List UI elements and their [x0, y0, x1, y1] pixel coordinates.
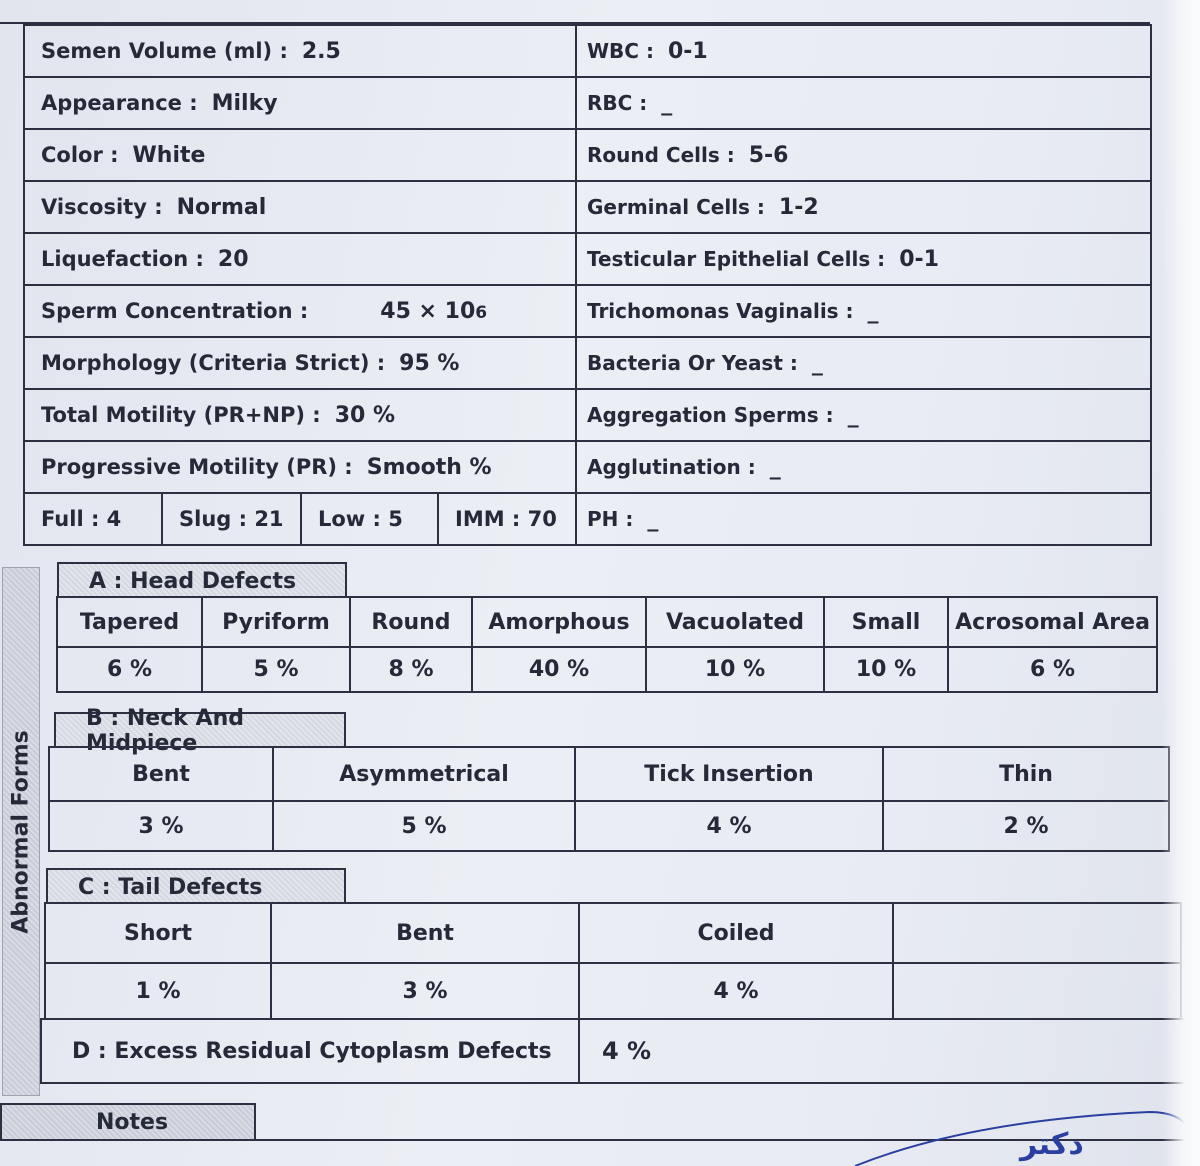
morphology-value: 95 % [399, 350, 460, 376]
viscosity-cell: Viscosity : Normal [25, 182, 577, 232]
progressive-motility-value: Smooth % [366, 454, 492, 480]
wbc-cell: WBC : 0-1 [587, 38, 708, 64]
agglutination-cell: Agglutination : _ [587, 454, 781, 480]
header-round: Round [350, 597, 472, 647]
header-tick-insertion: Tick Insertion [575, 747, 883, 801]
row-4 [25, 182, 1150, 234]
header-short: Short [45, 903, 271, 963]
neck-defects-title: B : Neck And Midpiece [54, 712, 346, 748]
header-asymmetrical: Asymmetrical [273, 747, 575, 801]
total-motility-cell: Total Motility (PR+NP) : 30 % [25, 390, 577, 440]
tail-header-row [45, 903, 1181, 963]
value-small: 10 % [824, 647, 948, 692]
value-pyriform: 5 % [202, 647, 350, 692]
trichomonas-cell: Trichomonas Vaginalis : _ [587, 298, 879, 324]
head-defects-title: A : Head Defects [57, 562, 347, 598]
tail-value-row [45, 963, 1181, 1019]
morphology-cell: Morphology (Criteria Strict) : 95 % [25, 338, 577, 388]
header-coiled: Coiled [579, 903, 893, 963]
header-tail-bent: Bent [271, 903, 579, 963]
head-header-row [57, 597, 1157, 647]
germinal-cells-cell: Germinal Cells : 1-2 [587, 194, 819, 220]
value-tick-insertion: 4 % [575, 801, 883, 851]
header-acrosomal-area: Acrosomal Area [948, 597, 1157, 647]
total-motility-value: 30 % [334, 402, 396, 428]
header-vacuolated: Vacuolated [646, 597, 824, 647]
row-3 [25, 130, 1150, 182]
neck-defects-table [48, 746, 1170, 852]
value-asymmetrical: 5 % [273, 801, 575, 851]
value-thin: 2 % [883, 801, 1169, 851]
value-short: 1 % [45, 963, 271, 1019]
motility-low: Low : 5 [302, 494, 439, 544]
ph-cell: PH : _ [587, 506, 659, 532]
header-pyriform: Pyriform [202, 597, 350, 647]
row-7 [25, 338, 1150, 390]
header-amorphous: Amorphous [472, 597, 646, 647]
germinal-cells-value: 1-2 [778, 194, 819, 220]
value-vacuolated: 10 % [646, 647, 824, 692]
header-empty [893, 903, 1181, 963]
row-1 [25, 26, 1150, 78]
bacteria-value: _ [811, 350, 823, 376]
value-amorphous: 40 % [472, 647, 646, 692]
testicular-epithelial-value: 0-1 [899, 246, 939, 272]
head-value-row [57, 647, 1157, 692]
excess-cytoplasm-label: D : Excess Residual Cytoplasm Defects [42, 1020, 580, 1082]
motility-imm: IMM : 70 [439, 494, 577, 544]
stamp-text: دکتر [1020, 1127, 1084, 1162]
motility-full: Full : 4 [25, 494, 163, 544]
head-defects-table [56, 596, 1158, 693]
agglutination-value: _ [769, 454, 781, 480]
header-small: Small [824, 597, 948, 647]
motility-slug: Slug : 21 [163, 494, 302, 544]
page-edge-highlight [1162, 0, 1200, 1166]
liquefaction-value: 20 [217, 246, 249, 272]
tail-defects-title: C : Tail Defects [46, 868, 346, 904]
appearance-cell: Appearance : Milky [25, 78, 577, 128]
value-coiled: 4 % [579, 963, 893, 1019]
color-cell: Color : White [25, 130, 577, 180]
value-tail-bent: 3 % [271, 963, 579, 1019]
abnormal-forms-label: Abnormal Forms [8, 729, 34, 934]
exponent: 6 [475, 302, 488, 323]
value-round: 8 % [350, 647, 472, 692]
neck-value-row [49, 801, 1169, 851]
ph-value: _ [647, 506, 659, 532]
neck-header-row [49, 747, 1169, 801]
value-bent: 3 % [49, 801, 273, 851]
value-empty [893, 963, 1181, 1019]
testicular-epithelial-cell: Testicular Epithelial Cells : 0-1 [587, 246, 939, 272]
sperm-concentration-cell: Sperm Concentration : 45 × 106 [25, 286, 577, 336]
liquefaction-cell: Liquefaction : 20 [25, 234, 577, 284]
value-tapered: 6 % [57, 647, 202, 692]
header-tapered: Tapered [57, 597, 202, 647]
row-6 [25, 286, 1150, 338]
row-2 [25, 78, 1150, 130]
round-cells-cell: Round Cells : 5-6 [587, 142, 789, 168]
header-bent: Bent [49, 747, 273, 801]
top-border [0, 0, 1150, 24]
round-cells-value: 5-6 [748, 142, 789, 168]
bacteria-cell: Bacteria Or Yeast : _ [587, 350, 823, 376]
rbc-cell: RBC : _ [587, 90, 673, 116]
header-thin: Thin [883, 747, 1169, 801]
wbc-value: 0-1 [667, 38, 708, 64]
rbc-value: _ [661, 90, 673, 116]
row-5 [25, 234, 1150, 286]
semen-volume-cell: Semen Volume (ml) : 2.5 [25, 26, 577, 76]
abnormal-forms-sidebar [2, 567, 40, 1096]
row-9 [25, 442, 1150, 494]
excess-cytoplasm-value: 4 % [602, 1037, 652, 1065]
appearance-value: Milky [211, 90, 278, 116]
progressive-motility-cell: Progressive Motility (PR) : Smooth % [25, 442, 577, 492]
motility-grade-row [25, 494, 1150, 546]
semen-analysis-table [23, 24, 1152, 546]
viscosity-value: Normal [176, 194, 267, 220]
aggregation-cell: Aggregation Sperms : _ [587, 402, 859, 428]
color-value: White [132, 142, 206, 168]
doctor-stamp [850, 1110, 1190, 1166]
semen-volume-value: 2.5 [301, 38, 341, 64]
trichomonas-value: _ [867, 298, 879, 324]
row-8 [25, 390, 1150, 442]
notes-label: Notes [0, 1103, 256, 1141]
sperm-concentration-value: 45 × 106 [380, 298, 488, 324]
tail-defects-table [44, 902, 1182, 1020]
aggregation-value: _ [847, 402, 859, 428]
excess-cytoplasm-row [40, 1018, 1189, 1084]
value-acrosomal-area: 6 % [948, 647, 1157, 692]
